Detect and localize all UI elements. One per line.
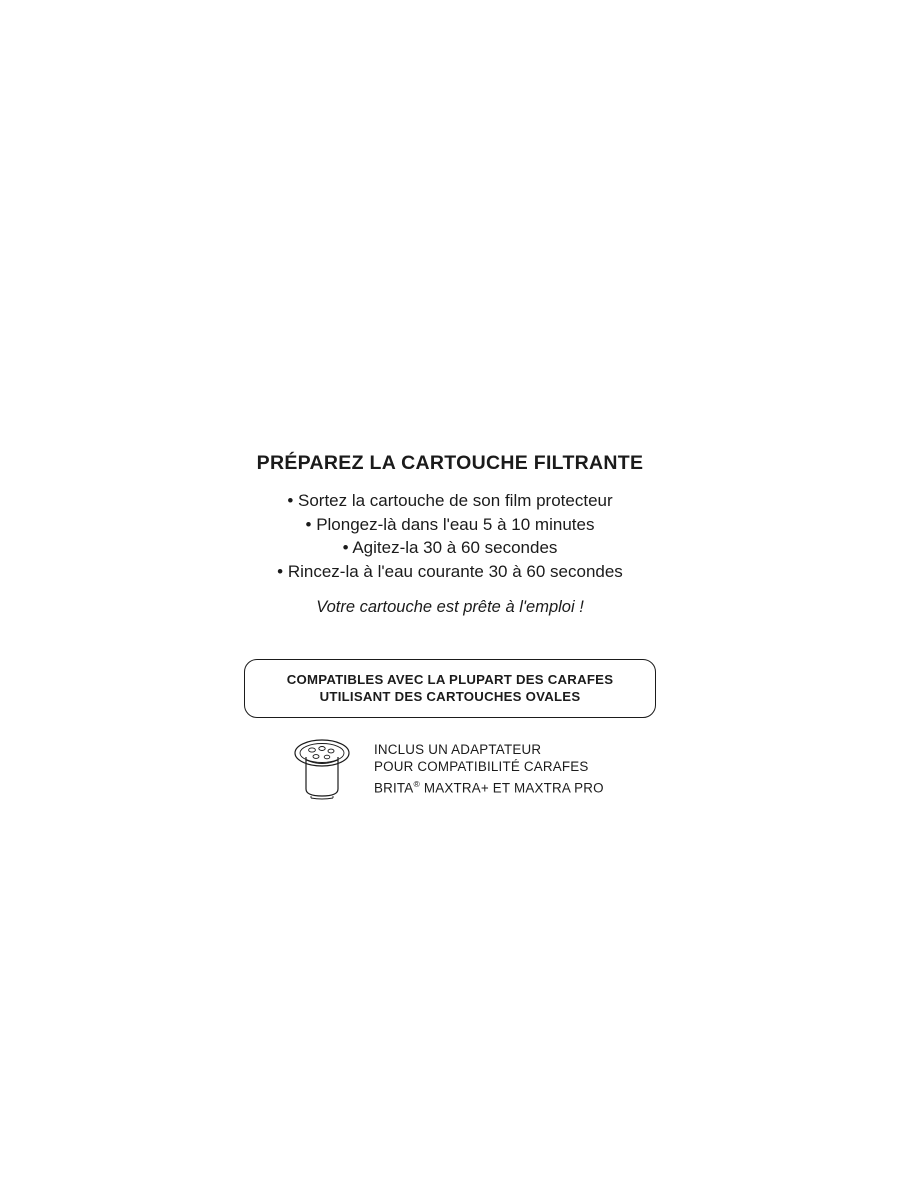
instructions-block <box>0 452 900 802</box>
adapter-line-1: INCLUS UN ADAPTATEUR <box>374 741 542 757</box>
compatibility-badge <box>244 659 656 718</box>
list-item: • Plongez-là dans l'eau 5 à 10 minutes <box>305 514 595 534</box>
list-item: • Sortez la cartouche de son film protecteur <box>287 491 613 510</box>
preparation-steps-list <box>277 489 623 583</box>
adapter-line-2: POUR COMPATIBILITÉ CARAFES <box>374 759 589 775</box>
filter-adapter-icon <box>284 736 360 802</box>
adapter-description <box>374 741 604 797</box>
compatibility-line-1: COMPATIBLES AVEC LA PLUPART DES CARAFES <box>286 671 614 687</box>
adapter-models: MAXTRA+ ET MAXTRA PRO <box>419 779 604 795</box>
ready-note: Votre cartouche est prête à l'emploi ! <box>316 598 584 616</box>
page-title: PRÉPAREZ LA CARTOUCHE FILTRANTE <box>256 452 644 474</box>
adapter-line-3 <box>374 776 604 797</box>
list-item: • Agitez-la 30 à 60 secondes <box>342 538 558 557</box>
brand-name: BRITA <box>374 779 414 795</box>
list-item: • Rincez-la à l'eau courante 30 à 60 secondes <box>277 561 623 581</box>
registered-mark: ® <box>413 778 420 789</box>
compatibility-line-2: UTILISANT DES CARTOUCHES OVALES <box>319 688 581 704</box>
adapter-info <box>244 736 656 802</box>
